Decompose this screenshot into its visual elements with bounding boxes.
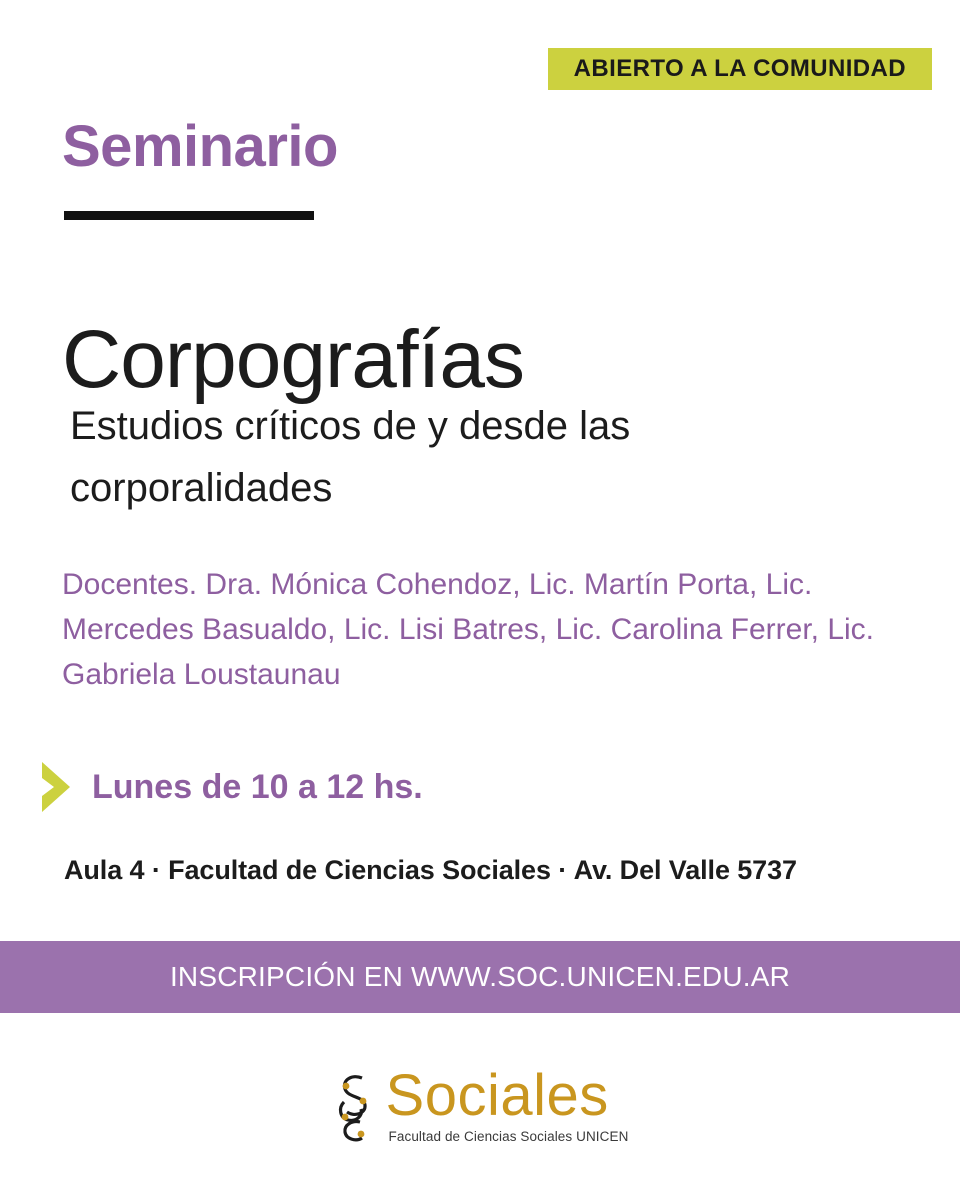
logo-tagline: Facultad de Ciencias Sociales UNICEN — [388, 1129, 629, 1145]
schedule-text: Lunes de 10 a 12 hs. — [92, 768, 423, 806]
page-title: Corpografías — [62, 313, 525, 405]
page-subtitle: Estudios críticos de y desde las corporalidades — [70, 404, 631, 510]
kicker-seminario: Seminario — [62, 114, 338, 179]
inscription-band — [0, 941, 960, 1013]
schedule-row — [40, 760, 423, 814]
faculty-list: Docentes. Dra. Mónica Cohendoz, Lic. Martín Porta, Lic. Mercedes Basualdo, Lic. Lisi Batres, Lic. Carolina Ferrer, Lic. Gabriela Loustaunau — [62, 568, 875, 691]
chevron-right-icon — [40, 760, 74, 814]
logo-block — [0, 1063, 960, 1146]
logo-name: Sociales — [385, 1063, 609, 1128]
inscription-text: INSCRIPCIÓN EN WWW.SOC.UNICEN.EDU.AR — [169, 961, 791, 992]
title-divider — [64, 211, 314, 220]
open-to-community-banner: ABIERTO A LA COMUNIDAD — [548, 48, 932, 90]
banner-row — [0, 48, 960, 90]
venue-text: Aula 4 · Facultad de Ciencias Sociales · Av. Del Valle 5737 — [64, 855, 797, 885]
sociales-monogram-icon — [332, 1072, 378, 1146]
